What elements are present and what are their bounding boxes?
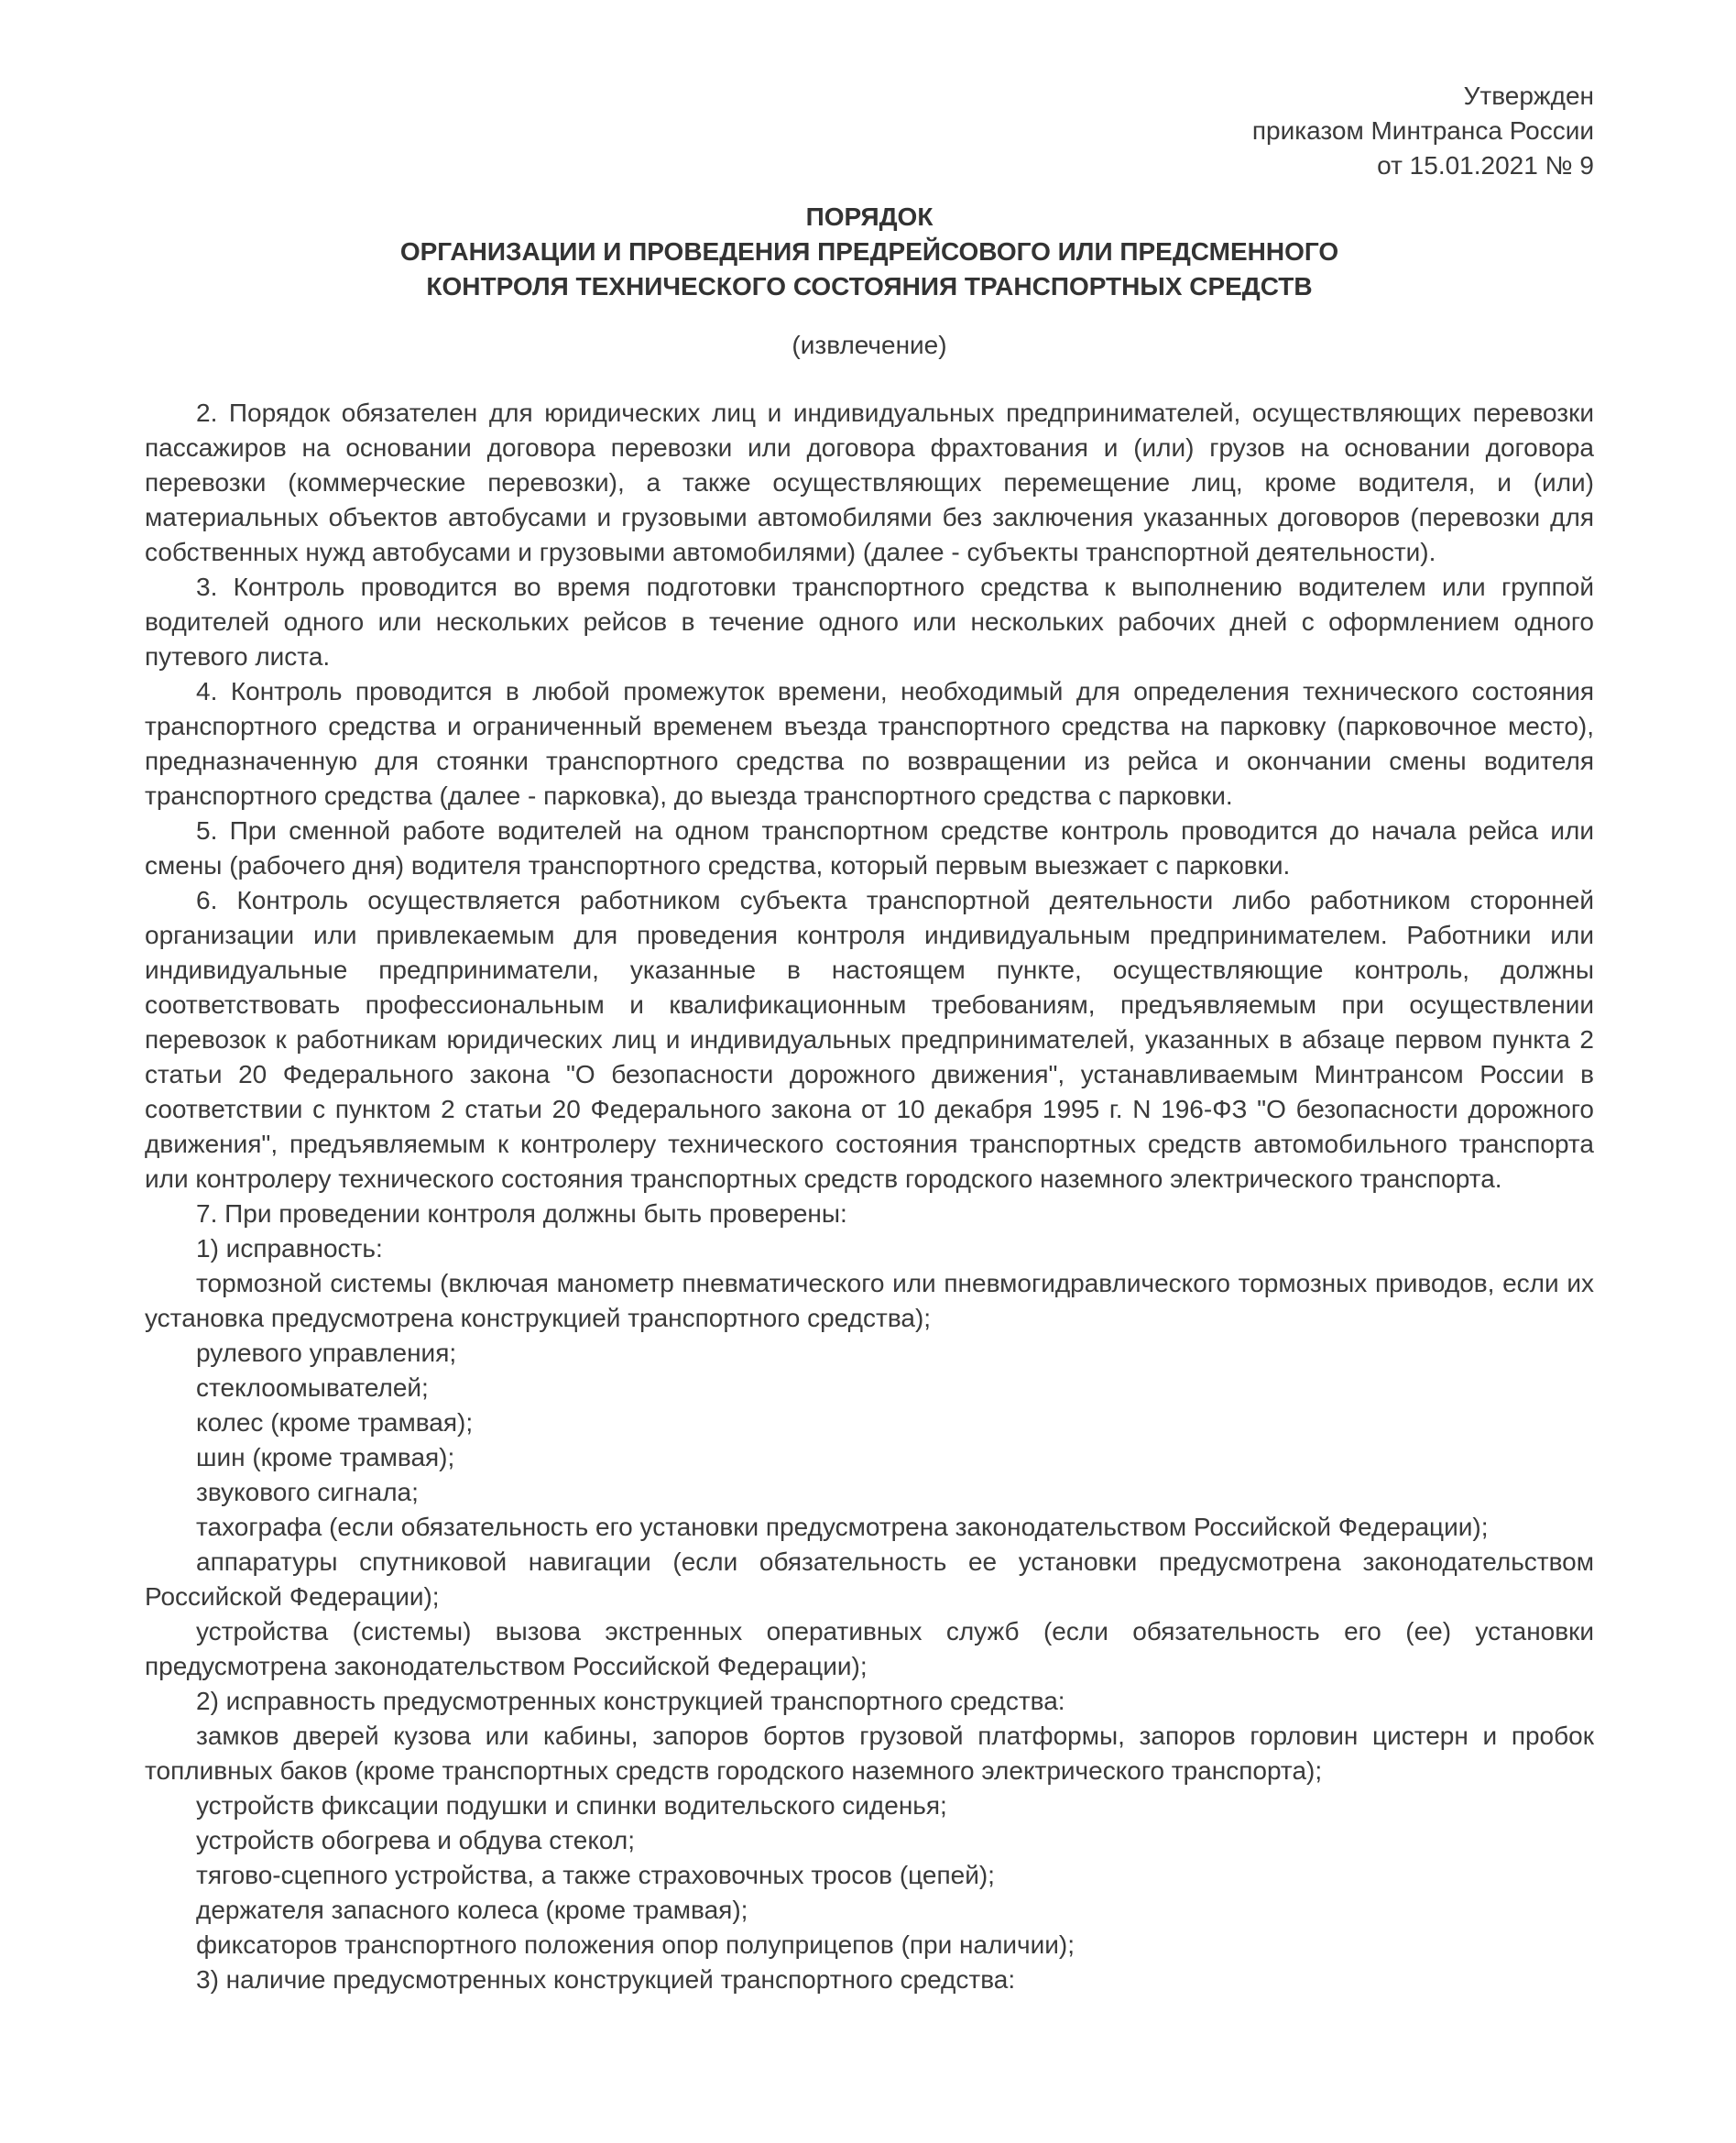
document-title <box>145 200 1594 304</box>
list-item-navigation: аппаратуры спутниковой навигации (если обязательность ее установки предусмотрена законодательством Российской Федерации); <box>145 1547 1594 1611</box>
approval-line-date: от 15.01.2021 № 9 <box>1377 151 1594 180</box>
list-item-towing: тягово-сцепного устройства, а также страховочных тросов (цепей); <box>196 1861 995 1889</box>
list-item-locks: замков дверей кузова или кабины, запоров бортов грузовой платформы, запоров горловин цистерн и пробок топливных баков (кроме транспортных средств городского наземного электрического транспорта); <box>145 1722 1594 1785</box>
title-line-2: ОРГАНИЗАЦИИ И ПРОВЕДЕНИЯ ПРЕДРЕЙСОВОГО ИЛИ ПРЕДСМЕННОГО <box>399 237 1339 266</box>
list-item-3-header: 3) наличие предусмотренных конструкцией транспортного средства: <box>196 1965 1016 1994</box>
list-item-horn: звукового сигнала; <box>196 1478 419 1506</box>
paragraph-4: 4. Контроль проводится в любой промежуток времени, необходимый для определения технического состояния транспортного средства и ограниченный временем въезда транспортного средства на парковку (парковочное место), предназначенную для стоянки транспортного средства по возвращении из рейса и окончании смены водителя транспортного средства (далее - парковка), до выезда транспортного средства с парковки. <box>145 677 1594 810</box>
list-item-2-header: 2) исправность предусмотренных конструкцией транспортного средства: <box>196 1687 1065 1715</box>
list-item-1-header: 1) исправность: <box>196 1234 383 1263</box>
list-item-seat-fixation: устройств фиксации подушки и спинки водительского сиденья; <box>196 1791 947 1820</box>
title-line-3: КОНТРОЛЯ ТЕХНИЧЕСКОГО СОСТОЯНИЯ ТРАНСПОРТНЫХ СРЕДСТВ <box>426 272 1313 301</box>
paragraph-5: 5. При сменной работе водителей на одном транспортном средстве контроль проводится до начала рейса или смены (рабочего дня) водителя транспортного средства, который первым выезжает с парковки. <box>145 816 1594 880</box>
paragraph-6: 6. Контроль осуществляется работником субъекта транспортной деятельности либо работником сторонней организации или привлекаемым для проведения контроля индивидуальным предпринимателем. Работники или индивидуальные предприниматели, указанные в настоящем пункте, осуществляющие контроль, должны соответствовать профессиональным и квалификационным требованиям, предъявляемым при осуществлении перевозок к работникам юридических лиц и индивидуальных предпринимателей, указанных в абзаце первом пункта 2 статьи 20 Федерального закона "О безопасности дорожного движения", устанавливаемым Минтрансом России в соответствии с пунктом 2 статьи 20 Федерального закона от 10 декабря 1995 г. N 196-ФЗ "О безопасности дорожного движения", предъявляемым к контролеру технического состояния транспортных средств автомобильного транспорта или контролеру технического состояния транспортных средств городского наземного электрического транспорта. <box>145 886 1594 1193</box>
list-item-semitrailer-supports: фиксаторов транспортного положения опор полуприцепов (при наличии); <box>196 1930 1075 1959</box>
document-subtitle: (извлечение) <box>792 331 947 359</box>
approval-block <box>145 79 1594 183</box>
list-item-spare-wheel: держателя запасного колеса (кроме трамвая); <box>196 1896 748 1924</box>
paragraph-7: 7. При проведении контроля должны быть проверены: <box>196 1199 847 1228</box>
list-item-tires: шин (кроме трамвая); <box>196 1443 455 1471</box>
paragraph-2: 2. Порядок обязателен для юридических лиц и индивидуальных предпринимателей, осуществляющих перевозки пассажиров на основании договора перевозки или договора фрахтования и (или) грузов на основании договора перевозки (коммерческие перевозки), а также осуществляющих перемещение лиц, кроме водителя, и (или) материальных объектов автобусами и грузовыми автомобилями без заключения указанных договоров (перевозки для собственных нужд автобусами и грузовыми автомобилями) (далее - субъекты транспортной деятельности). <box>145 399 1594 566</box>
list-item-glass-heating: устройств обогрева и обдува стекол; <box>196 1826 635 1854</box>
document-content <box>145 79 1594 1997</box>
list-item-brakes: тормозной системы (включая манометр пневматического или пневмогидравлического тормозных приводов, если их установка предусмотрена конструкцией транспортного средства); <box>145 1269 1594 1332</box>
list-item-steering: рулевого управления; <box>196 1339 457 1367</box>
list-item-wheels: колес (кроме трамвая); <box>196 1408 474 1437</box>
list-item-tachograph: тахографа (если обязательность его установки предусмотрена законодательством Российской Федерации); <box>196 1513 1489 1541</box>
document-body <box>145 396 1594 1997</box>
list-item-washers: стеклоомывателей; <box>196 1373 429 1402</box>
list-item-emergency-call: устройства (системы) вызова экстренных оперативных служб (если обязательность его (ее) установки предусмотрена законодательством Российской Федерации); <box>145 1617 1594 1680</box>
title-line-1: ПОРЯДОК <box>805 202 934 231</box>
approval-line-approved: Утвержден <box>1463 82 1594 110</box>
paragraph-3: 3. Контроль проводится во время подготовки транспортного средства к выполнению водителем или группой водителей одного или нескольких рейсов в течение одного или нескольких рабочих дней с оформлением одного путевого листа. <box>145 573 1594 671</box>
approval-line-order: приказом Минтранса России <box>1251 116 1594 145</box>
